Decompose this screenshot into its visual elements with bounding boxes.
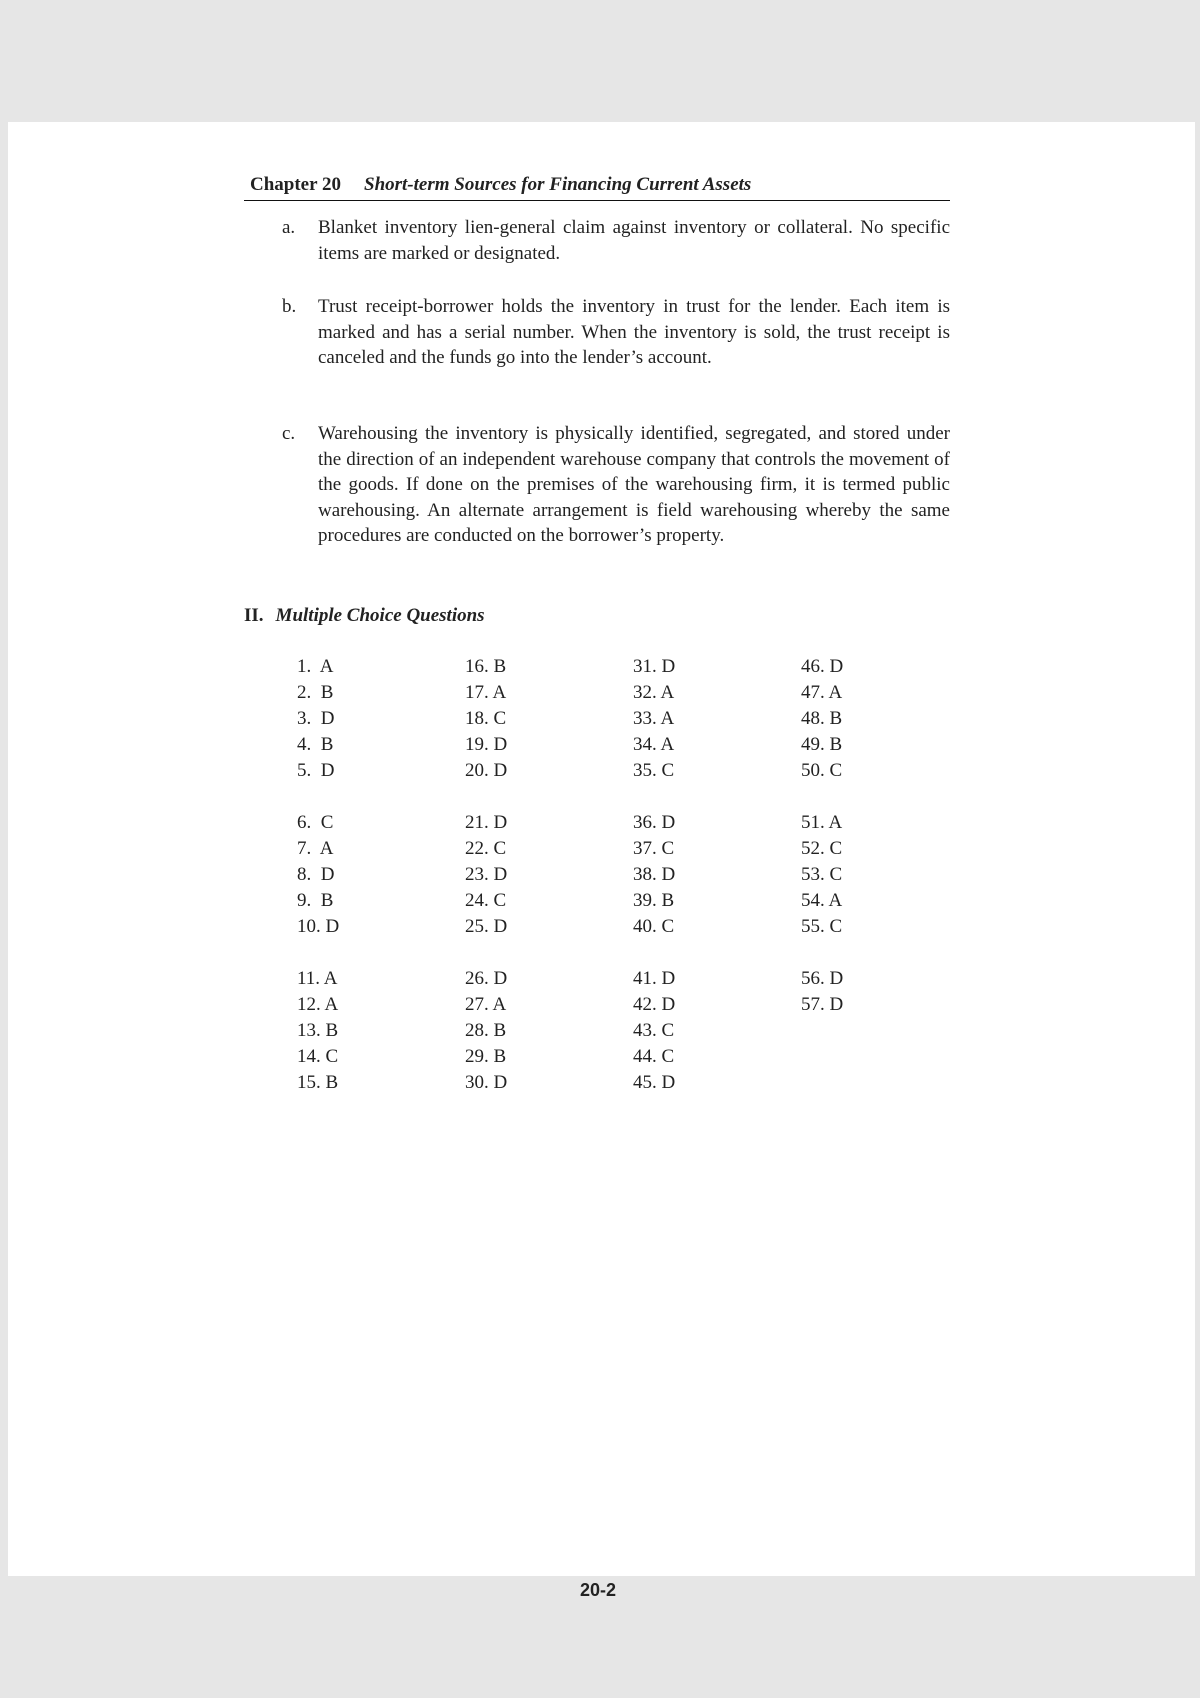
section-number: II.	[244, 605, 264, 626]
answer-item: 32. A	[633, 682, 675, 703]
list-item-letter: c.	[282, 423, 296, 444]
answer-item: 41. D	[633, 968, 676, 989]
answer-item: 2. B	[297, 682, 334, 703]
section-title: Multiple Choice Questions	[275, 605, 485, 626]
answer-item: 18. C	[465, 708, 507, 729]
answer-item: 44. C	[633, 1046, 675, 1067]
answer-item: 42. D	[633, 994, 676, 1015]
answer-item: 52. C	[801, 838, 843, 859]
chapter-label: Chapter 20	[250, 174, 341, 195]
answer-item: 24. C	[465, 890, 507, 911]
answer-item: 54. A	[801, 890, 843, 911]
answer-item: 9. B	[297, 890, 334, 911]
answer-item: 35. C	[633, 760, 675, 781]
answer-item: 53. C	[801, 864, 843, 885]
list-item-a	[282, 215, 950, 266]
chapter-subtitle: Short-term Sources for Financing Current Assets	[364, 174, 752, 195]
page-number: 20-2	[580, 1580, 617, 1600]
answer-item: 19. D	[465, 734, 508, 755]
list-item-c	[282, 421, 950, 549]
answer-item: 15. B	[297, 1072, 339, 1093]
answer-item: 33. A	[633, 708, 675, 729]
answer-item: 22. C	[465, 838, 507, 859]
answer-item: 50. C	[801, 760, 843, 781]
answer-item: 14. C	[297, 1046, 339, 1067]
answer-item: 12. A	[297, 994, 339, 1015]
answer-item: 47. A	[801, 682, 843, 703]
answer-item: 23. D	[465, 864, 508, 885]
section-heading	[244, 605, 485, 627]
answer-item: 25. D	[465, 916, 508, 937]
answer-item: 48. B	[801, 708, 843, 729]
answer-item: 6. C	[297, 812, 334, 833]
answer-item: 17. A	[465, 682, 507, 703]
answer-item: 16. B	[465, 656, 507, 677]
answer-item: 5. D	[297, 760, 335, 781]
answer-item: 31. D	[633, 656, 676, 677]
answer-item: 49. B	[801, 734, 843, 755]
answer-item: 13. B	[297, 1020, 339, 1041]
answer-item: 4. B	[297, 734, 334, 755]
answer-item: 20. D	[465, 760, 508, 781]
answer-item: 45. D	[633, 1072, 676, 1093]
answer-item: 27. A	[465, 994, 507, 1015]
list-item-b	[282, 294, 950, 371]
chapter-header	[244, 172, 950, 201]
answer-item: 37. C	[633, 838, 675, 859]
answer-item: 38. D	[633, 864, 676, 885]
answer-item: 10. D	[297, 916, 340, 937]
answer-item: 29. B	[465, 1046, 507, 1067]
answer-key	[297, 656, 857, 1093]
answer-item: 3. D	[297, 708, 335, 729]
answer-item: 34. A	[633, 734, 675, 755]
answer-item: 55. C	[801, 916, 843, 937]
answer-item: 21. D	[465, 812, 508, 833]
list-item-text: Blanket inventory lien-general claim against inventory or collateral. No specific items are marked or designated.	[318, 217, 950, 264]
answer-item: 26. D	[465, 968, 508, 989]
answer-item: 28. B	[465, 1020, 507, 1041]
list-item-text: Trust receipt-borrower holds the inventory in trust for the lender. Each item is marked and has a serial number. When the inventory is sold, the trust receipt is canceled and the funds go into the lender’s account.	[318, 296, 950, 368]
answer-item: 39. B	[633, 890, 675, 911]
answer-item: 46. D	[801, 656, 844, 677]
answer-item: 1. A	[297, 656, 334, 677]
answer-item: 40. C	[633, 916, 675, 937]
list-item-letter: a.	[282, 217, 296, 238]
answer-item: 43. C	[633, 1020, 675, 1041]
answer-item: 56. D	[801, 968, 844, 989]
answer-item: 11. A	[297, 968, 338, 989]
list-item-letter: b.	[282, 296, 297, 317]
list-item-text: Warehousing the inventory is physically identified, segregated, and stored under the direction of an independent warehouse company that controls the movement of the goods. If done on the premises of the warehousing firm, it is termed public warehousing. An alternate arrangement is field warehousing whereby the same procedures are conducted on the borrower’s property.	[318, 423, 950, 546]
answer-item: 30. D	[465, 1072, 508, 1093]
answer-item: 57. D	[801, 994, 844, 1015]
answer-item: 51. A	[801, 812, 843, 833]
answer-item: 7. A	[297, 838, 334, 859]
answer-item: 8. D	[297, 864, 335, 885]
answer-item: 36. D	[633, 812, 676, 833]
